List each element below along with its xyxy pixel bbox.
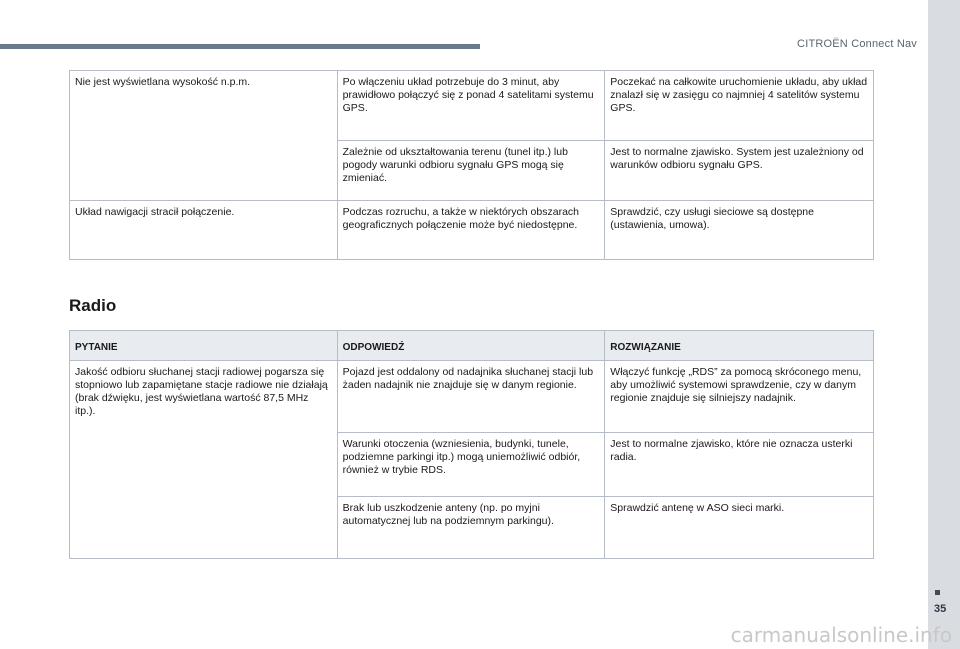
watermark: carmanualsonline.info [730,623,952,647]
section-title-radio: Radio [69,296,117,315]
solution-cell: Poczekać na całkowite uruchomienie układu, aby układ znalazł się w zasięgu co najmniej 4 satelitów systemu GPS. [605,71,874,141]
answer-cell: Brak lub uszkodzenie anteny (np. po myjni automatycznej lub na podziemnym parkingu). [337,497,605,559]
running-title: CITROËN Connect Nav [797,38,917,50]
answer-cell: Po włączeniu układ potrzebuje do 3 minut, aby prawidłowo połączyć się z ponad 4 satelitami systemu GPS. [337,71,605,141]
header-question: PYTANIE [70,331,338,361]
question-cell: Nie jest wyświetlana wysokość n.p.m. [70,71,338,201]
header-answer: ODPOWIEDŹ [337,331,605,361]
table-header-row [70,331,874,361]
header-solution: ROZWIĄZANIE [605,331,874,361]
answer-cell: Pojazd jest oddalony od nadajnika słuchanej stacji lub żaden nadajnik nie znajduje się w danym regionie. [337,361,605,433]
solution-cell: Włączyć funkcję „RDS” za pomocą skróconego menu, aby umożliwić systemowi sprawdzenie, czy w danym regionie znajduje się silniejszy nadajnik. [605,361,874,433]
answer-cell: Warunki otoczenia (wzniesienia, budynki, tunele, podziemne parkingi itp.) mogą uniemożliwić odbiór, również w trybie RDS. [337,433,605,497]
solution-cell: Jest to normalne zjawisko. System jest uzależniony od warunków odbioru sygnału GPS. [605,141,874,201]
page-number: 35 [934,603,947,615]
radio-troubleshooting-table [69,330,874,559]
answer-cell: Zależnie od ukształtowania terenu (tunel itp.) lub pogody warunki odbioru sygnału GPS mogą się zmieniać. [337,141,605,201]
page-marker [935,590,940,595]
solution-cell: Jest to normalne zjawisko, które nie oznacza usterki radia. [605,433,874,497]
question-cell: Układ nawigacji stracił połączenie. [70,201,338,260]
question-cell: Jakość odbioru słuchanej stacji radiowej pogarsza się stopniowo lub zapamiętane stacje radiowe nie działają (brak dźwięku, jest wyświetlana wartość 87,5 MHz itp.). [70,361,338,559]
solution-cell: Sprawdzić antenę w ASO sieci marki. [605,497,874,559]
table-row [70,361,874,433]
navigation-troubleshooting-table [69,70,874,260]
table-row [70,201,874,260]
answer-cell: Podczas rozruchu, a także w niektórych obszarach geograficznych połączenie może być niedostępne. [337,201,605,260]
table-row [70,71,874,141]
solution-cell: Sprawdzić, czy usługi sieciowe są dostępne (ustawienia, umowa). [605,201,874,260]
page-edge-bar [928,0,960,649]
top-rule [0,44,480,49]
